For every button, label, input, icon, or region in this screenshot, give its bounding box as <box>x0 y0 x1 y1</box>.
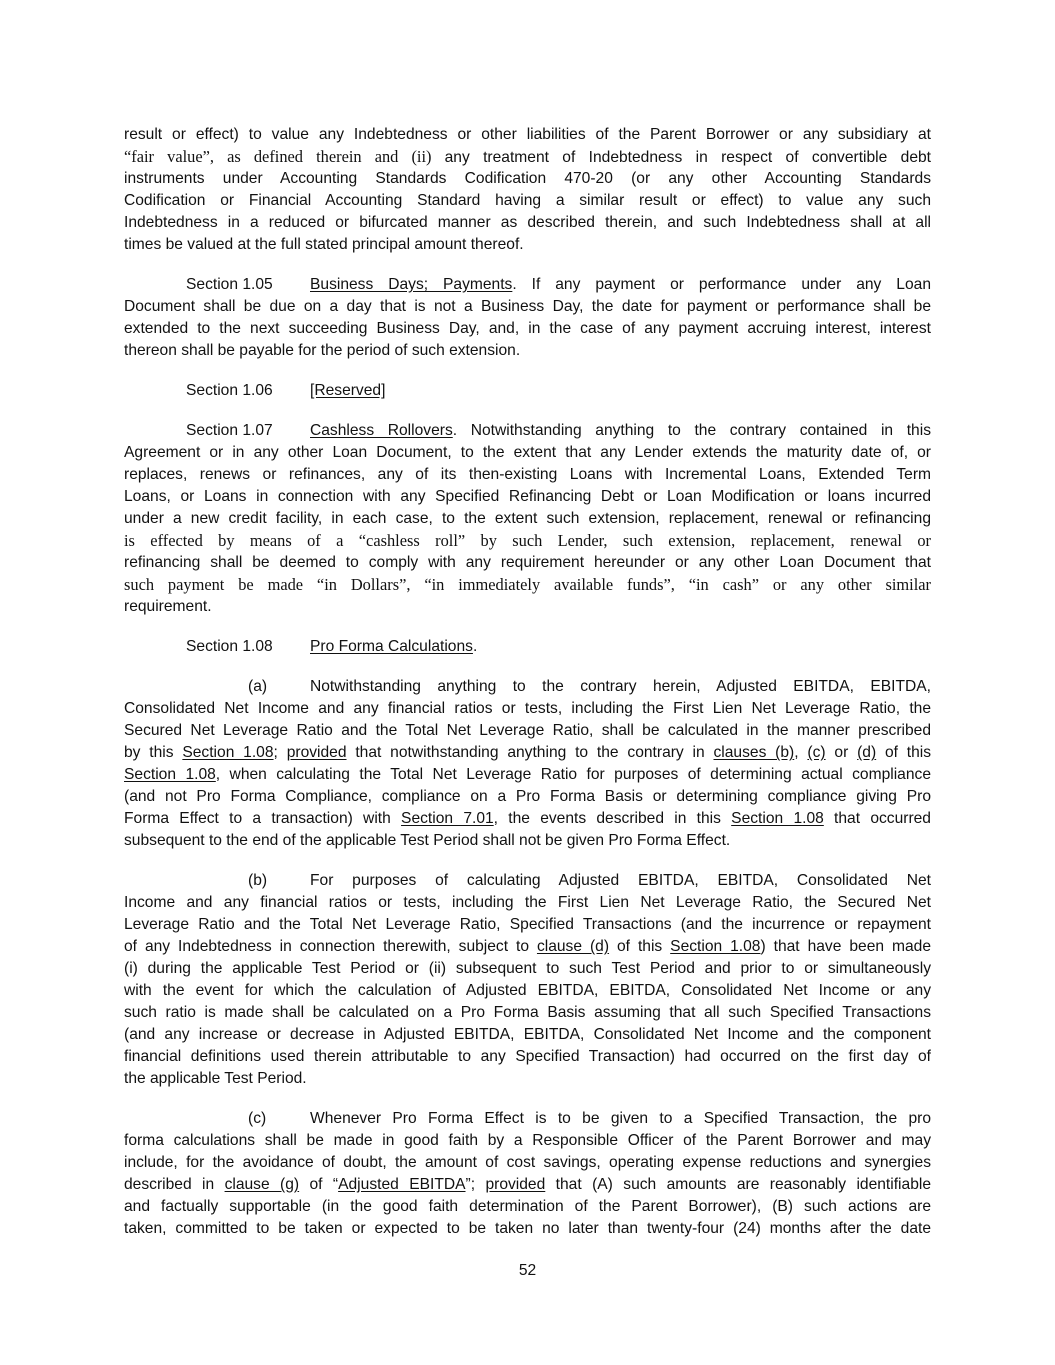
underlined-reference: clause (g) <box>224 1176 300 1193</box>
text-line <box>124 1218 931 1240</box>
text-line <box>124 676 931 698</box>
text-run: (and not Pro Forma Compliance, compliance on a Pro Forma Basis or determining compliance giving Pro <box>124 788 931 805</box>
text-run: Codification or Financial Accounting Standard having a similar result or effect) to value any such <box>124 192 931 209</box>
text-line <box>124 636 931 658</box>
text-run: or <box>825 744 858 761</box>
text-run: . <box>472 638 478 655</box>
underlined-reference: (d) <box>857 744 877 761</box>
section-number: Section 1.05 <box>186 276 273 293</box>
text-run: Leverage Ratio and the Total Net Leverage Ratio, Specified Transactions (and the incurrence or repayment <box>124 916 931 933</box>
text-run: under a new credit facility, in each case, to the extent such extension, replacement, renewal or refinancing <box>124 510 931 527</box>
document-body <box>124 124 931 1258</box>
underlined-reference: Section 1.08 <box>182 744 274 761</box>
clause-label: (b) <box>248 872 268 889</box>
text-run: Secured Net Leverage Ratio and the Total Net Leverage Ratio, shall be calculated in the manner prescribed <box>124 722 931 739</box>
page-number: 52 <box>518 1262 537 1279</box>
text-line <box>124 574 931 596</box>
text-line <box>124 486 931 508</box>
text-run: instruments under Accounting Standards Codification 470-20 (or any other Accounting Standards <box>124 170 931 187</box>
section-paragraph <box>124 636 931 658</box>
text-run: of any Indebtedness in connection therewith, subject to <box>124 938 537 955</box>
underlined-reference: [Reserved] <box>310 382 386 399</box>
text-run: with the event for which the calculation of Adjusted EBITDA, EBITDA, Consolidated Net Income or any <box>124 982 931 999</box>
text-line <box>124 1068 931 1090</box>
text-run: that occurred <box>823 810 931 827</box>
section-number: Section 1.08 <box>186 638 273 655</box>
text-run: thereon shall be payable for the period of such extension. <box>124 342 521 359</box>
text-run: , the events described in this <box>493 810 732 827</box>
text-run: (and any increase or decrease in Adjusted EBITDA, EBITDA, Consolidated Net Income and the component <box>124 1026 931 1043</box>
text-line <box>124 212 931 234</box>
text-line <box>124 552 931 574</box>
text-run: Indebtedness in a reduced or bifurcated manner as described therein, and such Indebtedness shall at all <box>124 214 931 231</box>
text-run: (i) during the applicable Test Period or (ii) subsequent to such Test Period and prior to or simultaneously <box>124 960 931 977</box>
text-run: Notwithstanding anything to the contrary herein, Adjusted EBITDA, EBITDA, <box>310 678 931 695</box>
serif-text-run: is effected by means of a “cashless roll” by such Lender, such extension, replacement, renewal or <box>124 531 931 550</box>
underlined-reference: clauses (b) <box>713 744 795 761</box>
text-line <box>124 168 931 190</box>
section-paragraph <box>124 420 931 618</box>
section-number: Section 1.07 <box>186 422 273 439</box>
text-line <box>124 442 931 464</box>
text-run: that notwithstanding anything to the contrary in <box>346 744 714 761</box>
underlined-reference: Section 1.08 <box>731 810 824 827</box>
text-run: ”; <box>465 1176 486 1193</box>
text-line <box>124 786 931 808</box>
section-paragraph <box>124 274 931 362</box>
text-run: For purposes of calculating Adjusted EBITDA, EBITDA, Consolidated Net <box>310 872 931 889</box>
text-run: ) that have been made <box>760 938 931 955</box>
text-line <box>124 234 931 256</box>
text-run: such ratio is made shall be calculated on a Pro Forma Basis assuming that all such Specified Transactions <box>124 1004 931 1021</box>
text-line <box>124 464 931 486</box>
text-run: include, for the avoidance of doubt, the amount of cost savings, operating expense reductions and synergies <box>124 1154 931 1171</box>
text-run: , when calculating the Total Net Leverage Ratio for purposes of determining actual compliance <box>215 766 931 783</box>
text-run: . Notwithstanding anything to the contrary contained in this <box>452 422 931 439</box>
text-run: any treatment of Indebtedness in respect of convertible debt <box>444 149 931 166</box>
text-line <box>124 340 931 362</box>
text-run: taken, committed to be taken or expected to be taken no later than twenty-four (24) months after the date <box>124 1220 931 1237</box>
text-run: the applicable Test Period. <box>124 1070 307 1087</box>
clause-paragraph <box>124 1108 931 1240</box>
text-line <box>124 870 931 892</box>
text-run: result or effect) to value any Indebtedness or other liabilities of the Parent Borrower or any subsidiary at <box>124 126 931 143</box>
text-run: financial definitions used therein attributable to any Specified Transaction) had occurred on the first day of <box>124 1048 931 1065</box>
text-run: Document shall be due on a day that is not a Business Day, the date for payment or performance shall be <box>124 298 931 315</box>
text-run: ; <box>273 744 287 761</box>
section-number: Section 1.06 <box>186 382 273 399</box>
underlined-reference: Pro Forma Calculations <box>310 638 473 655</box>
text-line <box>124 742 931 764</box>
text-run: of “ <box>299 1176 339 1193</box>
underlined-reference: Section 1.08 <box>670 938 761 955</box>
text-line <box>124 936 931 958</box>
serif-text-run: “fair value”, as defined therein and (ii) <box>124 147 445 166</box>
text-line <box>124 124 931 146</box>
text-run: of this <box>609 938 671 955</box>
text-line <box>124 296 931 318</box>
text-line <box>124 508 931 530</box>
text-line <box>124 318 931 340</box>
underlined-reference: (c) <box>807 744 826 761</box>
underlined-reference: Cashless Rollovers <box>310 422 453 439</box>
paragraph <box>124 124 931 256</box>
underlined-reference: Business Days; Payments <box>310 276 513 293</box>
text-run: subsequent to the end of the applicable Test Period shall not be given Pro Forma Effect. <box>124 832 731 849</box>
text-line <box>124 914 931 936</box>
text-line <box>124 808 931 830</box>
text-run: described in <box>124 1176 225 1193</box>
clause-paragraph <box>124 870 931 1090</box>
text-line <box>124 274 931 296</box>
text-run: forma calculations shall be made in good faith by a Responsible Officer of the Parent Borrower and may <box>124 1132 931 1149</box>
text-line <box>124 720 931 742</box>
text-run: and factually supportable (in the good faith determination of the Parent Borrower), (B) such actions are <box>124 1198 931 1215</box>
underlined-reference: Adjusted EBITDA <box>338 1176 466 1193</box>
text-line <box>124 530 931 552</box>
text-run: times be valued at the full stated principal amount thereof. <box>124 236 524 253</box>
text-line <box>124 1196 931 1218</box>
clause-paragraph <box>124 676 931 852</box>
serif-text-run: such payment be made “in Dollars”, “in immediately available funds”, “in cash” or any other similar <box>124 575 931 594</box>
text-run: Whenever Pro Forma Effect is to be given to a Specified Transaction, the pro <box>310 1110 931 1127</box>
text-line <box>124 958 931 980</box>
text-run: Consolidated Net Income and any financial ratios or tests, including the First Lien Net Leverage Ratio, the <box>124 700 931 717</box>
text-run: , <box>794 744 808 761</box>
section-paragraph <box>124 380 931 402</box>
text-line <box>124 1130 931 1152</box>
text-run: of this <box>876 744 932 761</box>
text-line <box>124 380 931 402</box>
text-run: that (A) such amounts are reasonably identifiable <box>545 1176 932 1193</box>
underlined-reference: provided <box>286 744 347 761</box>
text-run: refinancing shall be deemed to comply with any requirement hereunder or any other Loan Document that <box>124 554 931 571</box>
text-line <box>124 1108 931 1130</box>
text-line <box>124 1002 931 1024</box>
text-line <box>124 1174 931 1196</box>
text-line <box>124 830 931 852</box>
text-line <box>124 420 931 442</box>
underlined-reference: Section 1.08 <box>124 766 216 783</box>
underlined-reference: clause (d) <box>536 938 610 955</box>
text-line <box>124 892 931 914</box>
text-line <box>124 190 931 212</box>
text-run: replaces, renews or refinances, any of its then-existing Loans with Incremental Loans, Extended Term <box>124 466 931 483</box>
underlined-reference: provided <box>485 1176 546 1193</box>
text-line <box>124 764 931 786</box>
text-run: Income and any financial ratios or tests, including the First Lien Net Leverage Ratio, the Secured Net <box>124 894 931 911</box>
text-line <box>124 698 931 720</box>
text-run: by this <box>124 744 183 761</box>
text-run: Agreement or in any other Loan Document, to the extent that any Lender extends the maturity date of, or <box>124 444 931 461</box>
text-line <box>124 146 931 168</box>
clause-label: (c) <box>248 1110 267 1127</box>
text-run: . If any payment or performance under any Loan <box>512 276 931 293</box>
text-run: Forma Effect to a transaction) with <box>124 810 402 827</box>
text-run: Loans, or Loans in connection with any Specified Refinancing Debt or Loan Modification or loans incurred <box>124 488 931 505</box>
underlined-reference: Section 7.01 <box>401 810 494 827</box>
text-run: requirement. <box>124 598 212 615</box>
text-line <box>124 596 931 618</box>
text-line <box>124 1152 931 1174</box>
text-line <box>124 1046 931 1068</box>
text-line <box>124 980 931 1002</box>
text-run: extended to the next succeeding Business Day, and, in the case of any payment accruing interest, interest <box>124 320 931 337</box>
text-line <box>124 1024 931 1046</box>
clause-label: (a) <box>248 678 268 695</box>
